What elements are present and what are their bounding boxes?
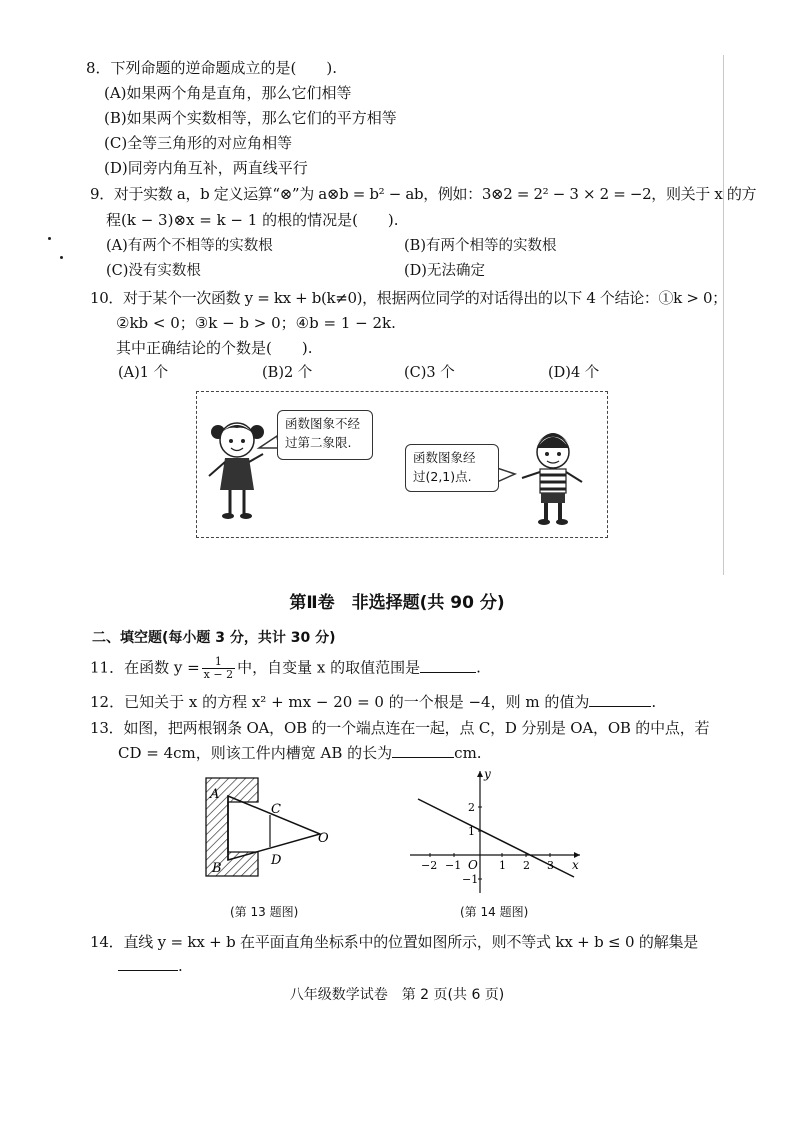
fig14-tick-x: −2 [421,859,438,872]
q10-option-b: (B)2 个 [262,365,313,381]
page-footer: 八年级数学试卷 第 2 页(共 6 页) [289,987,505,1003]
q13-line2-post: cm. [454,744,482,762]
q13-line1: 13．如图，把两根钢条 OA，OB 的一个端点连在一起，点 C，D 分别是 OA，OB 的中点，若 [90,719,710,737]
fig14-tick-x: 1 [499,859,506,872]
girl-figure [209,423,264,519]
q9-option-d: (D)无法确定 [404,263,485,279]
q8-stem: 8．下列命题的逆命题成立的是( ). [86,59,338,77]
q10-option-a: (A)1 个 [118,365,169,381]
q12-end: . [651,693,657,711]
q14-answer-blank[interactable] [118,956,178,971]
q11-suffix: 中，自变量 x 的取值范围是 [237,658,421,677]
q12 [90,692,656,712]
fig13-label-d: D [271,853,282,868]
fig14-tick-x: 2 [523,859,530,872]
girl-bubble-line1: 函数图象不经 [285,416,361,431]
q10-stem-line3: 其中正确结论的个数是( ). [116,339,313,357]
fig13-label-b: B [212,861,222,876]
q10-option-d: (D)4 个 [548,365,600,381]
section-title: 第Ⅱ卷 非选择题(共 90 分) [289,593,505,613]
cartoon-figures [197,392,609,539]
boy-speech-bubble [405,444,499,492]
boy-bubble-line1: 函数图象经 [413,450,476,465]
fig13-label-o: O [318,831,329,846]
q12-text: 12．已知关于 x 的方程 x² + mx − 20 = 0 的一个根是 −4，则 m 的值为 [90,693,590,711]
q11-prefix: 11．在函数 y = [90,658,200,677]
q11 [90,656,481,681]
q8-option-d: (D)同旁内角互补，两直线平行 [104,159,308,177]
q13-line2 [118,743,482,763]
fill-blank-heading: 二、填空题(每小题 3 分，共计 30 分) [92,630,336,646]
fig14-tick-x: 3 [547,859,554,872]
fig14-axis-y-label: y [484,767,491,781]
fig14-tick-y: 1 [468,825,475,838]
q10-stem-line2: ②kb < 0；③k − b > 0；④b = 1 − 2k. [116,314,396,332]
q13-answer-blank[interactable] [392,743,454,758]
fig13-caption: (第 13 题图) [230,905,299,919]
q8-option-c: (C)全等三角形的对应角相等 [104,134,293,152]
scan-dot [60,256,63,259]
fig13-label-a: A [210,787,220,802]
q11-answer-blank[interactable] [420,658,476,673]
fig13-label-c: C [271,802,281,817]
boy-bubble-line2: 过(2,1)点. [413,469,472,484]
figure-14-graph [404,765,588,900]
q11-frac-num: 1 [202,656,235,669]
q11-fraction [202,656,235,681]
q11-frac-den: x − 2 [203,668,234,681]
q9-option-a: (A)有两个不相等的实数根 [106,238,273,254]
page-edge-line [723,55,724,575]
q14-text: 14．直线 y = kx + b 在平面直角坐标系中的位置如图所示，则不等式 kx + b ≤ 0 的解集是 [90,933,699,951]
girl-speech-bubble [277,410,373,460]
q14-answer-line [118,956,183,976]
figure-13-workpiece [196,768,346,893]
q12-answer-blank[interactable] [589,692,651,707]
q9-option-c: (C)没有实数根 [106,263,201,279]
fig14-tick-x: −1 [445,859,462,872]
q9-option-b: (B)有两个相等的实数根 [404,238,557,254]
q10-option-c: (C)3 个 [404,365,455,381]
q10-stem-line1: 10．对于某个一次函数 y = kx + b(k≠0)，根据两位同学的对话得出的以下 4 个结论：①k > 0； [90,289,727,307]
q14-end: . [178,957,183,975]
fig14-tick-y: 2 [468,801,475,814]
boy-figure [522,433,582,525]
fig14-origin-label: O [468,858,478,872]
scan-dot [48,237,51,240]
girl-bubble-line2: 过第二象限. [285,435,352,450]
dialogue-illustration [196,391,608,538]
fig14-tick-y: −1 [462,873,479,886]
q9-stem-line1: 9．对于实数 a，b 定义运算“⊗”为 a⊗b = b² − ab，例如：3⊗2 = 2² − 3 × 2 = −2，则关于 x 的方 [90,185,757,203]
q9-stem-line2: 程(k − 3)⊗x = k − 1 的根的情况是( ). [106,211,399,229]
q13-line2-pre: CD = 4cm，则该工件内槽宽 AB 的长为 [118,744,393,762]
fig14-caption: (第 14 题图) [460,905,529,919]
fig14-axis-x-label: x [572,858,579,872]
q8-option-a: (A)如果两个角是直角，那么它们相等 [104,84,352,102]
q8-option-b: (B)如果两个实数相等，那么它们的平方相等 [104,109,397,127]
q11-end: . [476,658,481,677]
